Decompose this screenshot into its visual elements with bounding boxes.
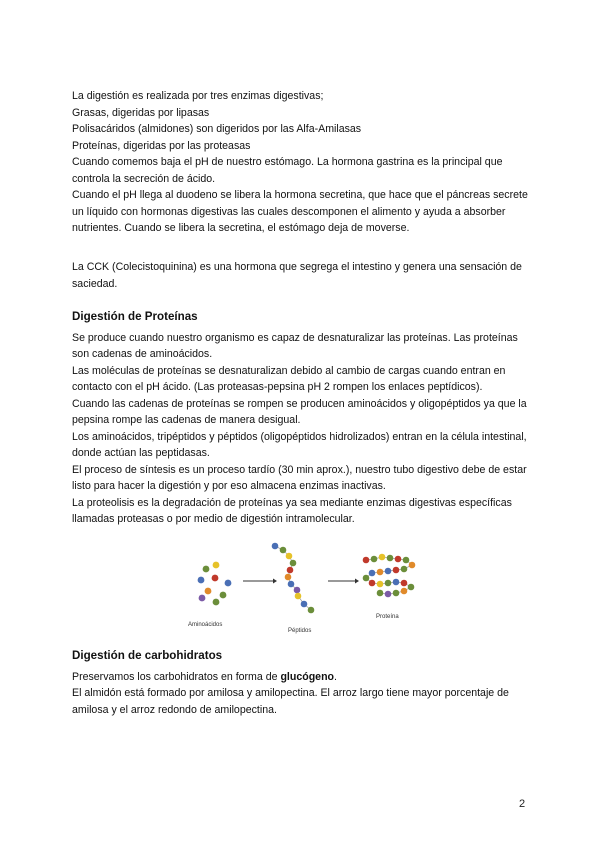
protein-dot [401,566,408,573]
cck-section [72,259,532,292]
peptide-dot [301,601,308,608]
peptide-dot [288,581,295,588]
aminoacid-dot [225,580,232,587]
protein-digestion-diagram [180,538,440,638]
arrow-right-icon [243,579,277,584]
peptide-dot [295,593,302,600]
aminoacids-cluster [198,562,232,606]
protein-dot [377,569,384,576]
aminoacid-dot [212,575,219,582]
peptide-dot [280,547,287,554]
carbs-paragraph: El almidón está formado por amilosa y amilopectina. El arroz largo tiene mayor porcentaje de amilosa y el arroz redondo de amilopectina. [72,687,509,716]
peptide-dot [286,553,293,560]
peptide-dot [290,560,297,567]
peptide-dot [272,543,279,550]
protein-digestion-figure [180,538,440,638]
protein-dot [393,579,400,586]
carbs-line1-suffix: . [334,670,337,683]
peptide-dot [287,567,294,574]
aminoacid-dot [203,566,210,573]
protein-dot [395,556,402,563]
peptide-dot [294,587,301,594]
protein-dot [369,580,376,587]
intro-line: Grasas, digeridas por lipasas [72,106,210,119]
protein-dot [379,554,386,561]
protein-dot [377,590,384,597]
aminoacid-dot [198,577,205,584]
protein-dot [393,590,400,597]
proteins-paragraph: Cuando las cadenas de proteínas se rompen se producen aminoácidos y oligopéptidos ya que la pepsina rompe las cadenas de manera desigual. [72,397,527,426]
aminoacid-dot [205,588,212,595]
protein-dot [403,557,410,564]
intro-line: Proteínas, digeridas por las proteasas [72,139,251,152]
aminoacid-dot [213,599,220,606]
peptides-label: Péptidos [288,628,312,634]
aminoacid-dot [220,592,227,599]
carbs-section [72,648,532,718]
proteins-paragraph: Los aminoácidos, tripéptidos y péptidos (oligopéptidos hidrolizados) entran en la célula intestinal, donde actúan las peptidasas. [72,430,527,459]
intro-line: Cuando el pH llega al duodeno se libera la hormona secretina, que hace que el páncreas secrete un líquido con hormonas digestivas las cuales descomponen el alimento y ayuda a absorber nutrientes. Cuando se libera la secretina, el estómago deja de moverse. [72,189,528,234]
protein-dot [369,570,376,577]
carbs-line1-prefix: Preservamos los carbohidratos en forma de [72,670,281,683]
protein-dot [363,575,370,582]
peptide-dot [285,574,292,581]
intro-line: La digestión es realizada por tres enzimas digestivas; [72,90,324,102]
proteins-paragraph: El proceso de síntesis es un proceso tardío (30 min aprox.), nuestro tubo digestivo debe de estar listo para hacer la digestión y por eso almacena enzimas inactivas. [72,463,527,492]
peptides-chains [272,543,315,614]
aminoacid-dot [213,562,220,569]
aminoacid-dot [199,595,206,602]
protein-dot [408,584,415,591]
peptide-dot [308,607,315,614]
protein-dot [401,580,408,587]
proteins-heading: Digestión de Proteínas [72,310,198,323]
aminoacids-label: Aminoácidos [188,622,223,628]
proteins-paragraph: Las moléculas de proteínas se desnaturalizan debido al cambio de cargas cuando entran en contacto con el pH ácido. (Las proteasas-pepsina pH 2 rompen los enlaces peptídicos). [72,364,506,393]
carbs-heading: Digestión de carbohidratos [72,649,223,662]
protein-dot [363,557,370,564]
protein-dot [401,588,408,595]
glycogen-term: glucógeno [280,670,335,683]
proteins-paragraph: La proteolisis es la degradación de proteínas ya sea mediante enzimas digestivas específicas llamadas proteasas o por medio de digestión intramolecular. [72,496,512,525]
page-number: 2 [519,798,526,810]
protein-dot [377,581,384,588]
protein-dot [409,562,416,569]
intro-section [72,88,532,237]
protein-dot [385,568,392,575]
protein-dot [385,580,392,587]
intro-line: Polisacáridos (almidones) son digeridos por las Alfa-Amilasas [72,123,362,135]
proteins-paragraph: Se produce cuando nuestro organismo es capaz de desnaturalizar las proteínas. Las proteínas son cadenas de aminoácidos. [72,331,518,360]
carbs-paragraph [72,669,532,686]
protein-dot [371,556,378,563]
protein-structure [363,554,416,598]
proteins-section [72,309,532,528]
protein-dot [393,567,400,574]
protein-dot [387,555,394,562]
arrow-right-icon [328,579,359,584]
intro-line: Cuando comemos baja el pH de nuestro estómago. La hormona gastrina es la principal que controla la secreción de ácido. [72,156,503,185]
protein-dot [385,591,392,598]
protein-label: Proteína [376,614,399,620]
cck-paragraph: La CCK (Colecistoquinina) es una hormona que segrega el intestino y genera una sensación de saciedad. [72,261,522,290]
